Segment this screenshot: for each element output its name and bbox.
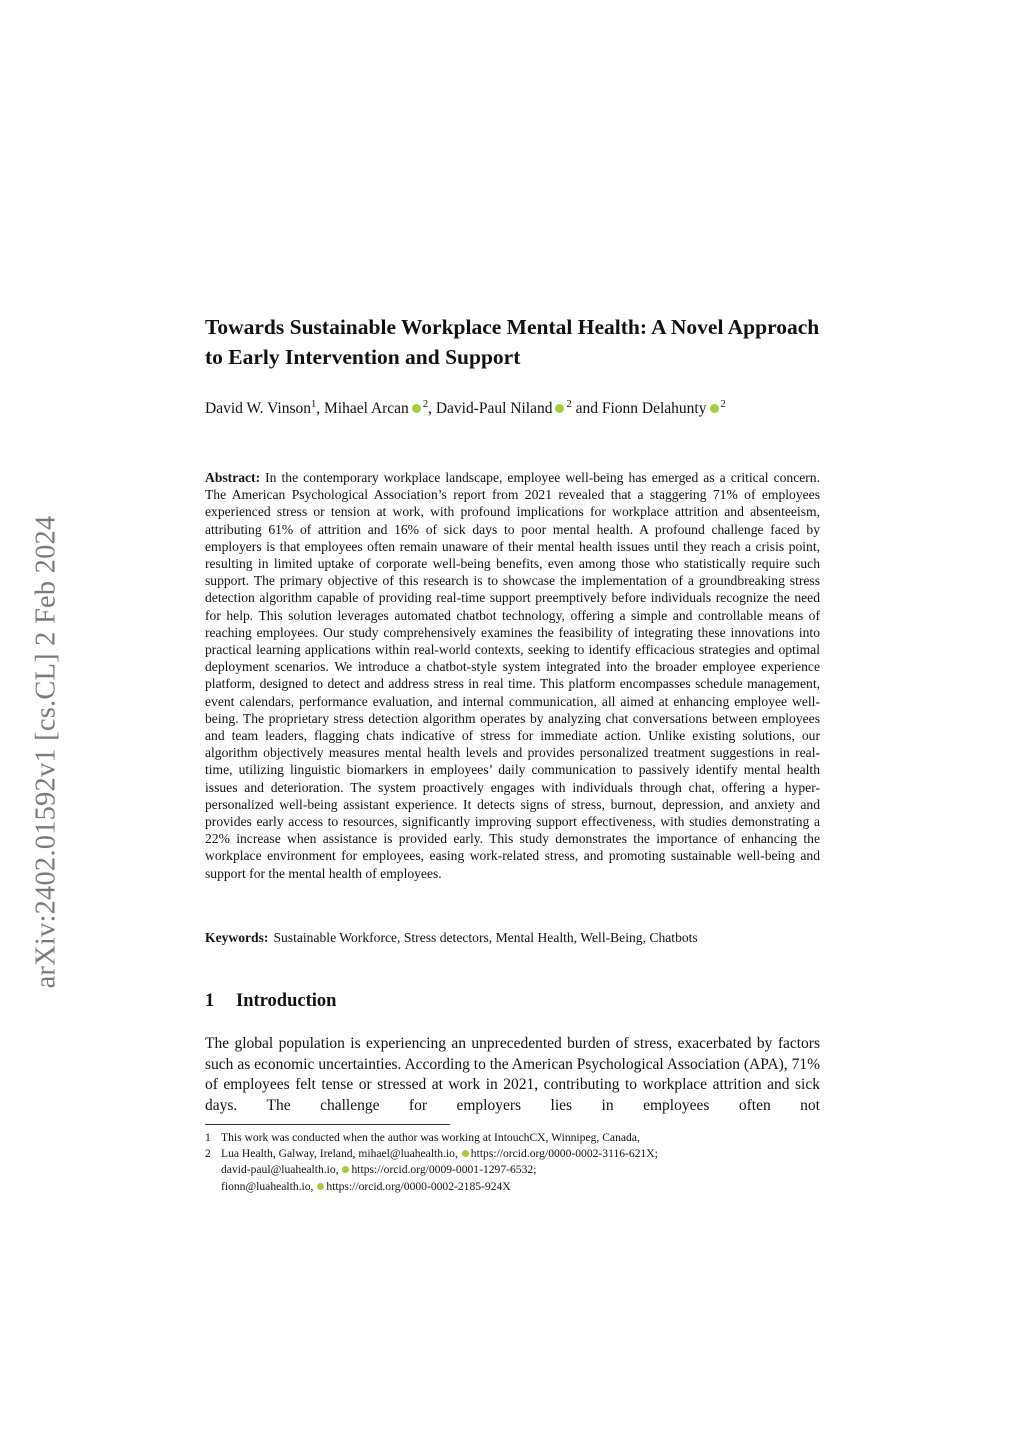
orcid-link[interactable]: https://orcid.org/0000-0002-2185-924X — [326, 1179, 511, 1193]
section-number: 1 — [205, 991, 215, 1011]
intro-paragraph: The global population is experiencing an unprecedented burden of stress, exacerbated by factors such as economic uncertainties. According to the American Psychological Association (APA), 71% of employees felt tense or stressed at work in 2021, contributing to workplace attrition and sick days. The challenge for employers lies in employees often not — [205, 1035, 820, 1114]
footnote-text — [221, 1146, 820, 1195]
footnote-text: This work was conducted when the author was working at IntouchCX, Winnipeg, Canada, — [221, 1131, 640, 1144]
footnote-number: 2 — [205, 1147, 211, 1161]
abstract — [205, 469, 820, 882]
paper-title: Towards Sustainable Workplace Mental Health: A Novel Approach to Early Intervention and Support — [205, 315, 820, 369]
author-affiliation: 2 — [422, 399, 429, 410]
orcid-icon[interactable] — [462, 1150, 469, 1157]
section-heading — [205, 988, 820, 1014]
keywords-text: Sustainable Workforce, Stress detectors, Mental Health, Well-Being, Chatbots — [273, 930, 698, 945]
footnote-number: 1 — [205, 1131, 211, 1144]
author-affiliation: 2 — [720, 399, 726, 410]
footnote-divider — [205, 1124, 450, 1125]
author-name: Mihael Arcan — [324, 400, 409, 417]
footnote — [205, 1130, 820, 1146]
abstract-text: In the contemporary workplace landscape, employee well-being has emerged as a critical concern. The American Psychological Association’s report from 2021 revealed that a staggering 71% of employees experienced stress or tension at work, with profound implications for workplace attrition and absenteeism, attributing 61% of attrition and 16% of sick days to poor mental health. A profound challenge faced by employers is that employees often remain unaware of their mental health issues until they reach a crisis point, resulting in limited uptake of corporate well-being benefits, even among those who statistically require such support. The primary objective of this research is to showcase the implementation of a groundbreaking stress detection algorithm capable of providing real-time support preemptively before individuals recognize the need for help. This solution leverages automated chatbot technology, offering a simple and controllable means of reaching employees. Our study comprehensively examines the feasibility of integrating these innovations into practical learning applications within real-world contexts, seeking to identify efficacious strategies and optimal deployment scenarios. We introduce a chatbot-style system integrated into the broader employee experience platform, designed to detect and address stress in real time. This platform encompasses schedule management, event calendars, performance evaluation, and internal communication, all aimed at enhancing employee well-being. The proprietary stress detection algorithm operates by analyzing chat conversations between employees and team leaders, flagging chats indicative of stress for immediate action. Unlike existing solutions, our algorithm objectively measures mental health levels and provides personalized treatment suggestions in real-time, utilizing linguistic biomarkers in employees’ daily communication to passively identify mental health issues and deterioration. The system proactively engages with individuals through chat, offering a hyper-personalized well-being assistant experience. It detects signs of stress, burnout, depression, and anxiety and provides early access to resources, significantly improving support effectiveness, with studies demonstrating a 22% increase when assistance is provided early. This study demonstrates the importance of enhancing the workplace environment for employees, easing work-related stress, and promoting sustainable well-being and support for the mental health of employees. — [205, 470, 820, 881]
orcid-link[interactable]: https://orcid.org/0009-0001-1297-6532; — [351, 1163, 537, 1177]
arxiv-identifier: arXiv:2402.01592v1 [cs.CL] 2 Feb 2024 — [30, 515, 62, 989]
footnote — [205, 1146, 820, 1195]
abstract-label: Abstract: — [205, 470, 261, 485]
orcid-icon[interactable] — [555, 404, 564, 413]
footnote-line: Lua Health, Galway, Ireland, mihael@luahealth.io, https://orcid.org/0000-0002-3116-621X; — [221, 1147, 658, 1161]
author-name: David-Paul Niland — [435, 400, 553, 417]
footnote-line: fionn@luahealth.io, https://orcid.org/0000-0002-2185-924X — [221, 1179, 511, 1193]
orcid-icon[interactable] — [317, 1183, 324, 1190]
keywords-label: Keywords: — [205, 930, 269, 945]
author-affiliation: 2 — [566, 399, 572, 410]
author-list: David W. Vinson$^1$, Mihael Arcan $^2$, David-Paul Niland $^2$ and Fionn Delahunty $^2$ — [205, 399, 726, 417]
arxiv-sidebar — [30, 462, 62, 1042]
orcid-link[interactable]: https://orcid.org/0000-0002-3116-621X; — [470, 1147, 658, 1161]
keywords — [205, 929, 820, 946]
orcid-icon[interactable] — [710, 404, 719, 413]
footnote-line: david-paul@luahealth.io, https://orcid.org/0009-0001-1297-6532; — [221, 1163, 537, 1177]
footnotes — [205, 1130, 820, 1195]
author-name: David W. Vinson — [205, 400, 312, 417]
orcid-icon[interactable] — [342, 1166, 349, 1173]
section-title: Introduction — [236, 991, 337, 1011]
orcid-icon[interactable] — [412, 404, 421, 413]
author-affiliation: 1 — [311, 399, 317, 410]
author-name: Fionn Delahunty — [601, 400, 707, 417]
